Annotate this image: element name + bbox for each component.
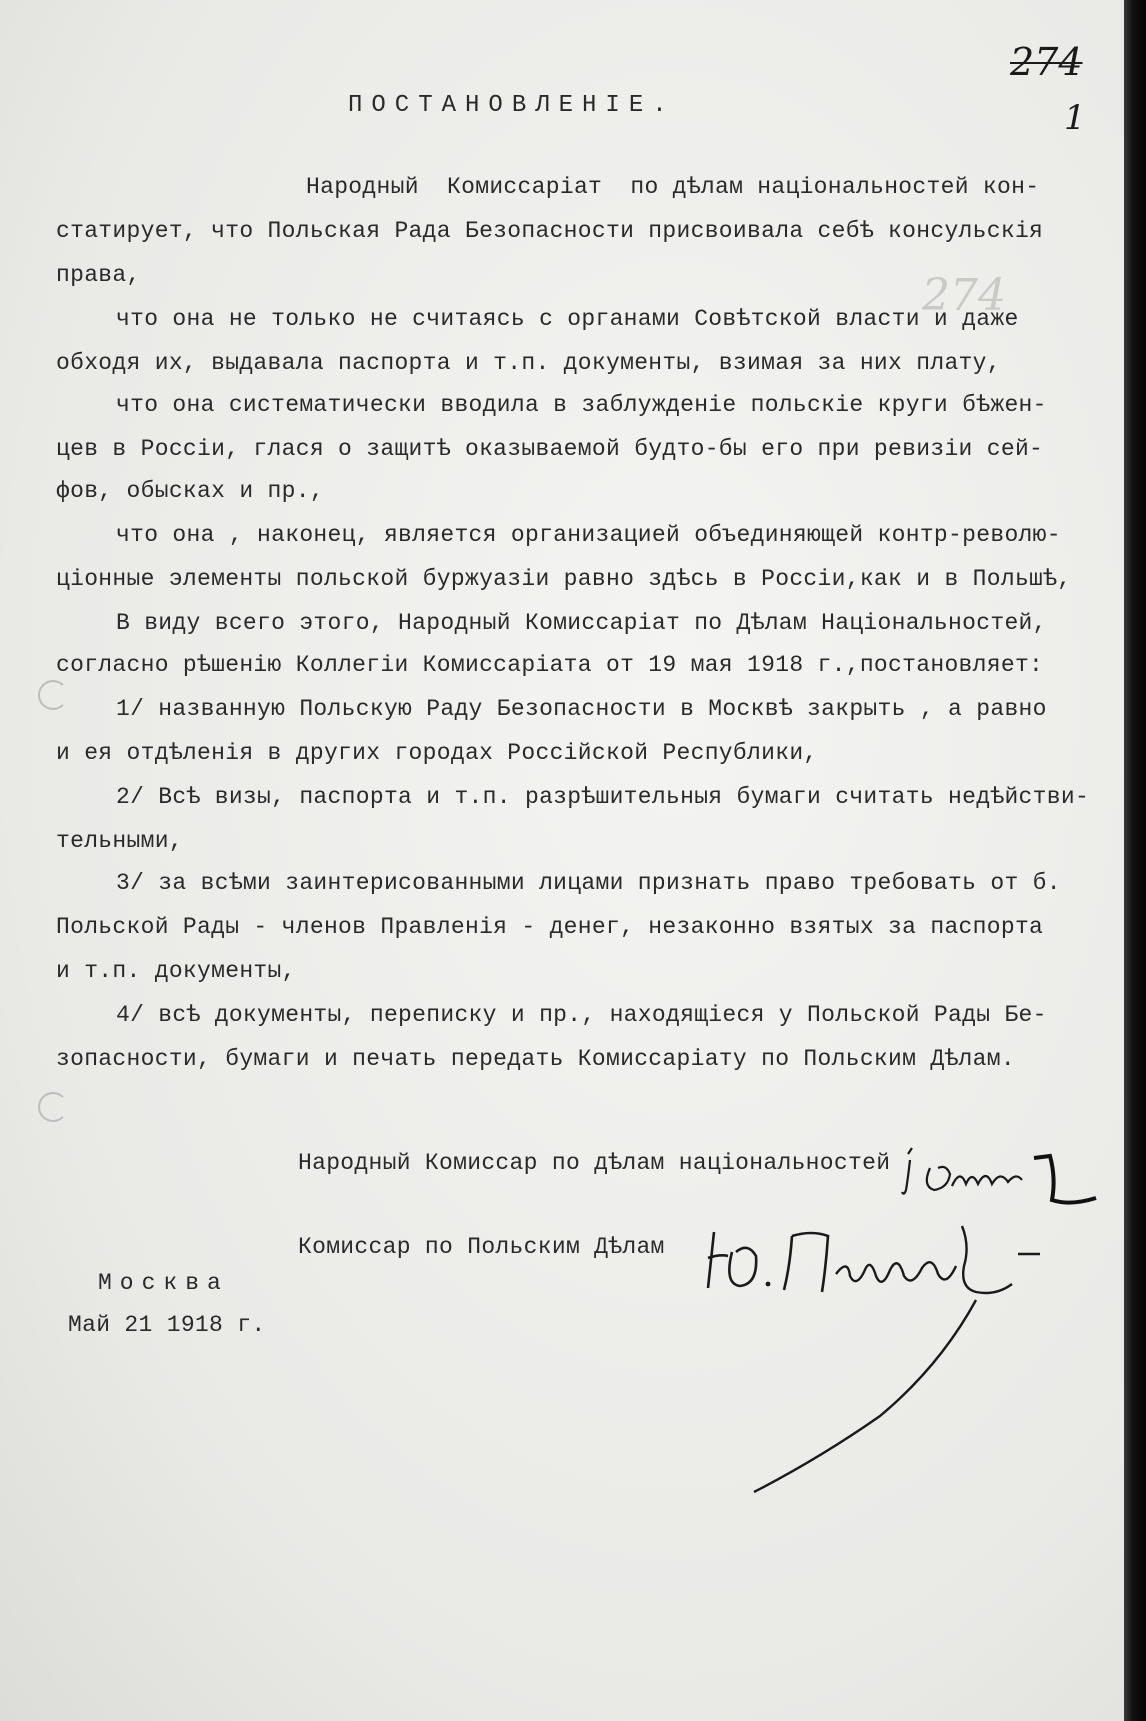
document-place: Москва	[98, 1270, 229, 1296]
punch-hole-mark	[38, 680, 68, 710]
body-line: зопасности, бумаги и печать передать Комиссаріату по Польским Дѣлам.	[56, 1046, 1015, 1072]
body-line: 1/ названную Польскую Раду Безопасности в Москвѣ закрыть , а равно	[116, 696, 1047, 722]
nationalities-commissar-title: Народный Комиссар по дѣлам національностей	[298, 1150, 891, 1176]
document-title: ПОСТАНОВЛЕНІЕ.	[348, 92, 676, 119]
body-line: 4/ всѣ документы, переписку и пр., находящіеся у Польской Рады Бе-	[116, 1002, 1047, 1028]
leszczynski-signature	[700, 1196, 1060, 1496]
page-number: 1	[1064, 98, 1086, 138]
polish-commissar-title: Комиссар по Польским Дѣлам	[298, 1234, 665, 1260]
body-line: цев в Россіи, глася о защитѣ оказываемой будто-бы его при ревизіи сей-	[56, 436, 1044, 462]
body-line: и ея отдѣленія в других городах Россійской Республики,	[56, 740, 818, 766]
body-line: и т.п. документы,	[56, 958, 296, 984]
body-line: что она систематически вводила в заблужденіе польскіе круги бѣжен-	[116, 392, 1047, 418]
body-line: Польской Рады - членов Правленія - денег, незаконно взятых за паспорта	[56, 914, 1044, 940]
body-line: ціонные элементы польской буржуазіи равно здѣсь в Россіи,как и в Польшѣ,	[56, 566, 1072, 592]
body-line: фов, обысках и пр.,	[56, 478, 324, 504]
body-line: согласно рѣшенію Коллегіи Комиссаріата от 19 мая 1918 г.,постановляет:	[56, 652, 1044, 678]
punch-hole-mark	[38, 1092, 68, 1122]
body-line: 3/ за всѣми заинтерисованными лицами признать право требовать от б.	[116, 870, 1061, 896]
scan-border	[1124, 0, 1146, 1721]
document-date: Май 21 1918 г.	[68, 1312, 266, 1338]
body-line: что она не только не считаясь с органами Совѣтской власти и даже	[116, 306, 1019, 332]
folio-number: 274	[1010, 40, 1083, 84]
faded-folio-mark: 274	[922, 270, 1006, 321]
body-line: 2/ Всѣ визы, паспорта и т.п. разрѣшительныя бумаги считать недѣйстви-	[116, 784, 1090, 810]
body-line: обходя их, выдавала паспорта и т.п. документы, взимая за них плату,	[56, 350, 1001, 376]
body-line: статирует, что Польская Рада Безопасности присвоивала себѣ консульскія	[56, 218, 1044, 244]
body-line: что она , наконец, является организацией объединяющей контр-револю-	[116, 522, 1061, 548]
body-line: тельными,	[56, 828, 183, 854]
body-line: Народный Комиссаріат по дѣлам національностей кон-	[306, 174, 1040, 200]
body-line: В виду всего этого, Народный Комиссаріат по Дѣлам Національностей,	[116, 610, 1047, 636]
body-line: права,	[56, 262, 141, 288]
